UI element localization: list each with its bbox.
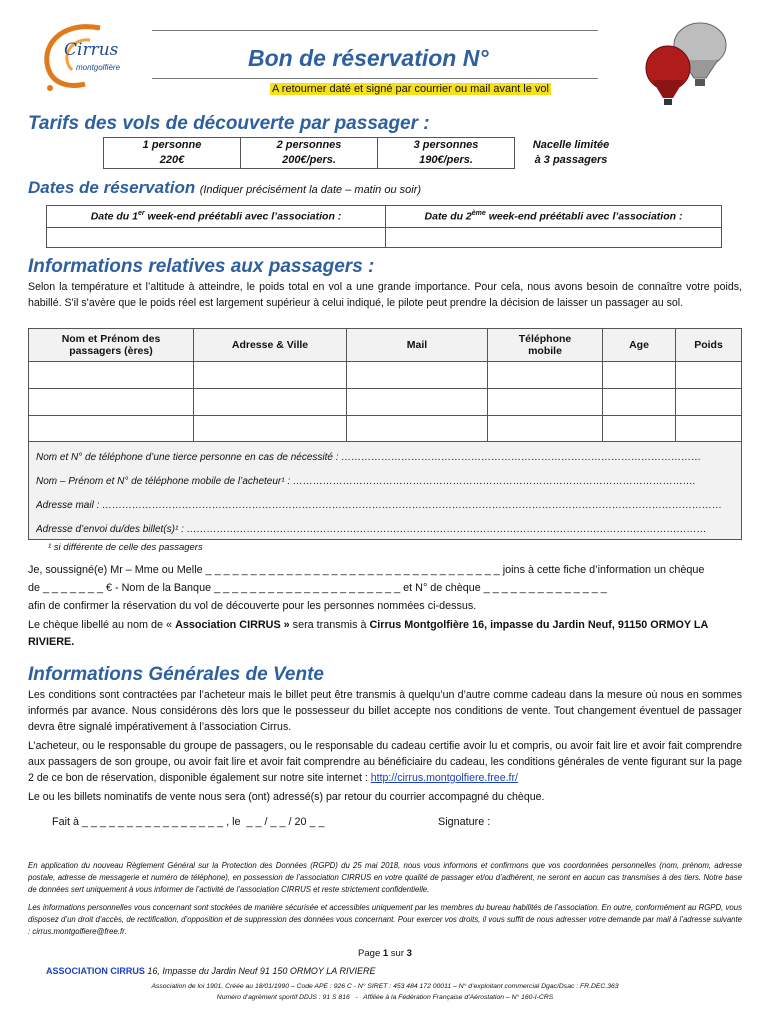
footer-legal1: Association de loi 1901, Créée au 18/01/1990 – Code APE : 926 C - N° SIRET : 453 484 172 00011 – N° d’exploitant commercial Dgac/Dsac : FR.DEC.363 (151, 983, 619, 990)
conditions-title: Informations Générales de Vente (28, 664, 324, 685)
passager-3-mail-field[interactable] (347, 416, 488, 443)
passager-1-mail-field[interactable] (347, 362, 488, 389)
tarif-price-1: 220€ (159, 154, 185, 166)
engagement-line2[interactable]: de _ _ _ _ _ _ _ € - Nom de la Banque _ _ _ _ _ _ _ _ _ _ _ _ _ _ _ _ _ _ _ _ _ et N° de chèque _ _ _ _ _ _ _ _ _ _ _ _ _ _ (28, 582, 607, 594)
passager-2-telephone-field[interactable] (488, 389, 603, 416)
passager-3-age-field[interactable] (603, 416, 676, 443)
site-link[interactable]: http://cirrus.montgolfiere.free.fr/ (370, 772, 518, 784)
conditions-p1: Les conditions sont contractées par l’acheteur mais le billet peut être transmis à quelqu’un d’autre comme cadeau dans la mesure où nous en sommes informés par avance. Nous considérons dès lors que le possesseur du billet accepte nos conditions de vente. Tout changement éventuel de passager devra être signalé impérativement à l’association Cirrus. (28, 689, 742, 733)
cheque-address: Cirrus Montgolfière 16, impasse du Jardin Neuf, 91150 ORMOY LA RIVIERE. (28, 619, 708, 648)
cheque-text-a: Le chèque libellé au nom de « (28, 619, 176, 631)
tarif-cell-2 (241, 138, 378, 169)
rgpd-p2: Les informations personnelles vous concernant sont stockées de manière sécurisée et accessibles uniquement par les membres du bureau habilités de l’association. En outre, conformément au RGPD, vous disposez d’un droit d’accès, de rectification, d’opposition et de suppression des données vous concernant. Pour exercer vos droits, il vous suffit de nous adresser votre demande par mail à l’adresse suivante : cirrus.montgolfiere@free.fr. (28, 903, 742, 936)
passagers-title: Informations relatives aux passagers : (28, 256, 375, 277)
passager-2-poids-field[interactable] (676, 389, 742, 416)
tarif-cell-3 (378, 138, 515, 169)
conditions-p3: Le ou les billets nominatifs de vente nous sera (ont) adressé(s) par retour du courrier accompagné du chèque. (28, 791, 545, 803)
passager-1-age-field[interactable] (603, 362, 676, 389)
tierce-personne-line[interactable]: Nom et N° de téléphone d’une tierce personne en cas de nécessité : ……………………………………………………………………………………………… (36, 452, 702, 463)
dates-col1-post: week-end préétabli avec l’association : (144, 210, 342, 223)
header-top-rule (152, 30, 598, 31)
passager-2-mail-field[interactable] (347, 389, 488, 416)
cheque-beneficiary: Association CIRRUS » (175, 619, 290, 631)
passagers-header-age: Age (603, 329, 676, 362)
tarif-price-3: 190€/pers. (419, 154, 473, 166)
adresse-envoi-line[interactable]: Adresse d’envoi du/des billet(s)¹ : ………………………………………………………………………………………………………………………………………… (36, 524, 707, 535)
engagement-line3: afin de confirmer la réservation du vol de découverte pour les personnes nommées ci-dessus. (28, 600, 477, 612)
engagement-line1[interactable]: Je, soussigné(e) Mr – Mme ou Melle _ _ _ _ _ _ _ _ _ _ _ _ _ _ _ _ _ _ _ _ _ _ _ _ _ _ _ _ _ _ _ _ _ joins à cette fiche d’information un chèque (28, 564, 705, 576)
passager-2-age-field[interactable] (603, 389, 676, 416)
passager-1-poids-field[interactable] (676, 362, 742, 389)
page-number (0, 948, 770, 959)
passagers-header-telephone: Téléphone mobile (488, 329, 603, 362)
passagers-header-nom: Nom et Prénom des passagers (ères) (29, 329, 194, 362)
tarifs-title: Tarifs des vols de découverte par passager : (28, 113, 430, 134)
footer-assoc-addr: 16, Impasse du Jardin Neuf 91 150 ORMOY LA RIVIERE (144, 966, 376, 976)
adresse-mail-line[interactable]: Adresse mail : …………………………………………………………………………………………………………………………………………………………………… (36, 500, 723, 511)
tarif-note-line2: à 3 passagers (534, 154, 608, 166)
page-subtitle: A retourner daté et signé par courrier ou mail avant le vol (272, 83, 549, 95)
logo-subtitle: montgolfière (76, 63, 121, 72)
rgpd-p1: En application du nouveau Règlement Général sur la Protection des Données (RGPD) du 25 mai 2018, nous vous informons et confirmons que vos coordonnées personnelles (nom, prénom, adresse postale, adresse de messagerie et numéro de téléphone), en possession de l’association CIRRUS en votre qualité de passager et/ou d’adhérent, ne seront en aucun cas transmises à des tiers. Notre base de données sert uniquement à vous informer de l’activité de l’association CIRRUS et reste strictement confidentielle. (28, 861, 742, 894)
passager-1-nom-field[interactable] (29, 362, 194, 389)
page-title: Bon de réservation N° (248, 45, 489, 71)
dates-col2-sup: ème (471, 210, 486, 218)
page-pre: Page (358, 948, 383, 959)
dates-table (46, 205, 722, 248)
tarif-price-2: 200€/pers. (282, 154, 336, 166)
tarif-note-line1: Nacelle limitée (532, 139, 610, 151)
dates-title: Dates de réservation (28, 178, 196, 197)
passagers-header-mail: Mail (347, 329, 488, 362)
passagers-intro: Selon la température et l’altitude à atteindre, le poids total en vol a une grande importance. Pour cela, nous avons besoin de connaître votre poids, habillé. S'il s’avère que le poids réel est largement supérieur à celui indiqué, le pilote peut prendre la décision de laisser un passager au sol. (28, 281, 742, 309)
passager-1-adresse-field[interactable] (194, 362, 347, 389)
tarif-label-2: 2 personnes (276, 139, 342, 151)
tarif-label-1: 1 personne (142, 139, 202, 151)
tarif-note-cell (515, 138, 628, 169)
passager-3-poids-field[interactable] (676, 416, 742, 443)
date1-field[interactable] (47, 228, 386, 248)
footer-assoc-name: ASSOCIATION CIRRUS (46, 966, 145, 976)
logo (30, 18, 140, 96)
cheque-text-c: sera transmis à (289, 619, 370, 631)
dates-col1-pre: Date du 1 (90, 210, 138, 223)
passager-row-2 (29, 389, 742, 416)
passager-3-nom-field[interactable] (29, 416, 194, 443)
passager-1-telephone-field[interactable] (488, 362, 603, 389)
passager-row-1 (29, 362, 742, 389)
page-current: 1 (382, 948, 389, 959)
conditions-p2 (28, 738, 742, 786)
passagers-table (28, 328, 742, 443)
fait-a-field[interactable]: Fait à _ _ _ _ _ _ _ _ _ _ _ _ _ _ _ _ , le _ _ / _ _ / 20 _ _ (52, 816, 325, 828)
passager-3-adresse-field[interactable] (194, 416, 347, 443)
acheteur-line[interactable]: Nom – Prénom et N° de téléphone mobile de l’acheteur¹ : …………………………………………………………………………………………………………. (36, 476, 696, 487)
engagement-line4 (28, 617, 742, 651)
header-bottom-rule (152, 78, 598, 79)
dates-col2-post: week-end préétabli avec l’association : (485, 210, 683, 223)
passager-row-3 (29, 416, 742, 443)
red-balloon-icon (646, 46, 690, 105)
passager-3-telephone-field[interactable] (488, 416, 603, 443)
dates-col2-header (386, 206, 722, 228)
passagers-header-adresse: Adresse & Ville (194, 329, 347, 362)
dates-hint: (Indiquer précisément la date – matin ou soir) (199, 184, 422, 196)
passager-2-nom-field[interactable] (29, 389, 194, 416)
page-mid: sur (388, 948, 407, 959)
logo-brand: Cirrus (64, 40, 119, 60)
passager-2-adresse-field[interactable] (194, 389, 347, 416)
dates-col1-sup: er (137, 210, 145, 218)
footer-address (46, 966, 375, 976)
dates-header (28, 178, 421, 198)
footnote: ¹ si différente de celle des passagers (48, 542, 203, 553)
tarifs-table (103, 137, 627, 169)
page-total: 3 (406, 948, 412, 959)
passagers-header-poids: Poids (676, 329, 742, 362)
footer-legal2: Numéro d’agrément sportif DDJS : 91 S 816 - Affiliée à la Fédération Française d’Aérostation – N° 160-I-CRS (216, 994, 554, 1001)
balloons-illustration (630, 20, 740, 110)
tarif-cell-1 (104, 138, 241, 169)
date2-field[interactable] (386, 228, 722, 248)
signature-label[interactable]: Signature : (438, 816, 491, 828)
dates-col2-pre: Date du 2 (424, 210, 472, 223)
conditions-p2-text: L’acheteur, ou le responsable du groupe de passagers, ou le responsable du cadeau certifie avoir lu et compris, ou avoir fait lire et avoir fait comprendre aux passagers de son groupe, ou avoir fait lire et avoir fait comprendre au bénéficiaire du cadeau, les conditions générales de vente figurant sur la page 2 de ce bon de réservation, disponible également sur notre site internet : (28, 740, 742, 784)
tarif-label-3: 3 personnes (413, 139, 479, 151)
dates-col1-header (47, 206, 386, 228)
